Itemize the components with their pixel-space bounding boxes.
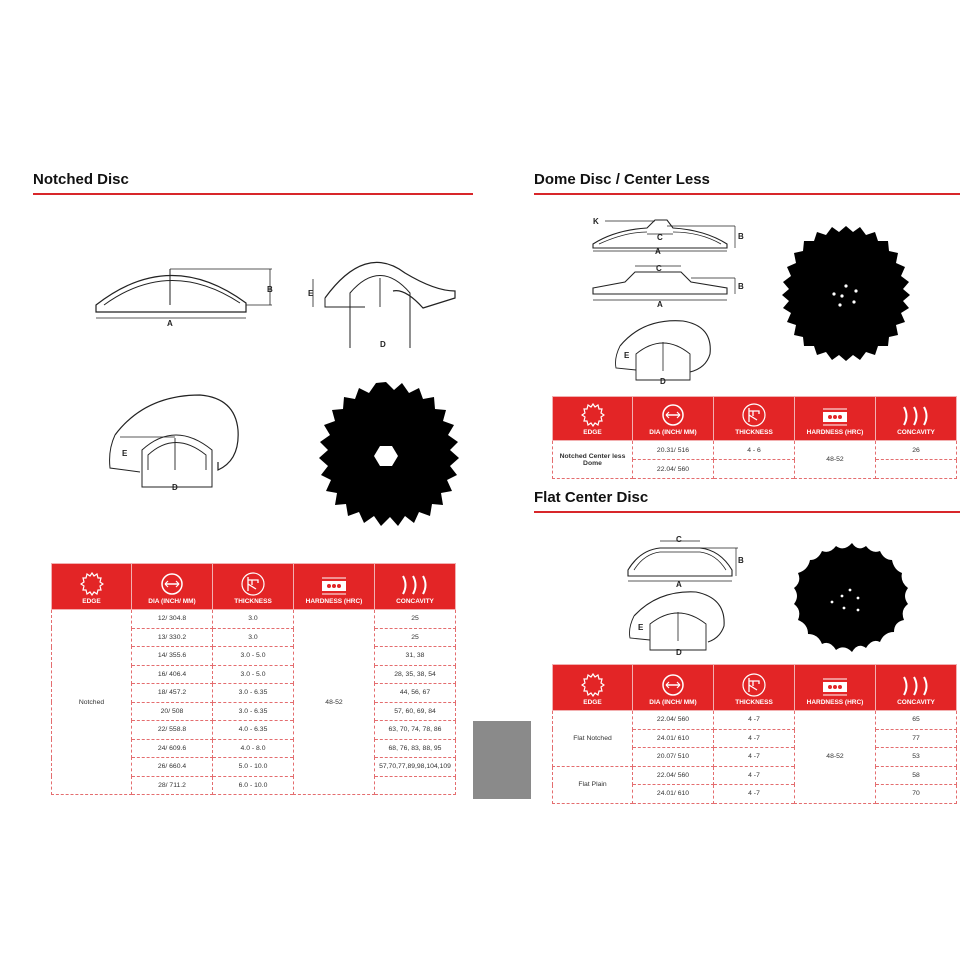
dome-disc-photo — [776, 224, 916, 364]
flat-center-disc-title: Flat Center Disc — [534, 489, 649, 506]
table-cell: 3.0 - 5.0 — [213, 665, 294, 684]
table-cell: 4 -7 — [714, 711, 795, 730]
caliper-icon — [742, 403, 766, 427]
table-cell: 20/ 508 — [132, 702, 213, 721]
dim-label-d7: D — [676, 648, 682, 657]
table-cell: 28, 35, 38, 54 — [375, 665, 456, 684]
concavity-icon — [901, 405, 931, 427]
dim-label-e7: E — [638, 623, 644, 632]
flat-profile-diagram — [620, 530, 750, 588]
notched-disc-table — [51, 563, 456, 795]
header-edge: EDGE — [553, 397, 633, 441]
header-hardness: HARDNESS (HRC) — [795, 665, 876, 711]
header-thickness: THICKNESS — [714, 397, 795, 441]
hardness-icon — [321, 576, 347, 596]
table-cell: 24/ 609.6 — [132, 739, 213, 758]
table-cell: 31, 38 — [375, 647, 456, 666]
dome-section-diagram — [585, 258, 755, 308]
table-cell: 22.04/ 560 — [633, 766, 714, 785]
notched-edge-cell: Notched — [52, 610, 132, 795]
dome-hardness-cell: 48-52 — [795, 441, 876, 479]
table-cell: 77 — [876, 729, 957, 748]
table-cell: 20.31/ 516 — [633, 441, 714, 460]
table-cell: 13/ 330.2 — [132, 628, 213, 647]
flat-disc-photo — [786, 540, 916, 660]
table-cell: 4.0 - 6.35 — [213, 721, 294, 740]
table-cell: 4.0 - 8.0 — [213, 739, 294, 758]
table-cell: 65 — [876, 711, 957, 730]
notched-profile-diagram — [90, 255, 290, 335]
dim-label-b6: B — [738, 556, 744, 565]
table-cell: 3.0 - 5.0 — [213, 647, 294, 666]
notched-hardness-cell: 48-52 — [294, 610, 375, 795]
table-cell: 3.0 — [213, 628, 294, 647]
table-cell: 57, 60, 69, 84 — [375, 702, 456, 721]
dim-label-b4: B — [738, 282, 744, 291]
hardness-icon — [822, 677, 848, 697]
table-cell: 3.0 - 6.35 — [213, 684, 294, 703]
flat-hardness-cell: 48-52 — [795, 711, 876, 804]
header-thickness: THICKNESS — [213, 564, 294, 610]
table-cell: 3.0 - 6.35 — [213, 702, 294, 721]
table-cell: 24.01/ 610 — [633, 729, 714, 748]
table-cell: 24.01/ 610 — [633, 785, 714, 804]
table-cell: 4 -7 — [714, 766, 795, 785]
flat-center-disc-rule — [534, 511, 960, 513]
table-cell: 53 — [876, 748, 957, 767]
notched-perspective-diagram — [100, 390, 260, 500]
table-cell: 3.0 — [213, 610, 294, 629]
table-cell: 26/ 660.4 — [132, 758, 213, 777]
diameter-icon — [661, 403, 685, 427]
table-cell: 12/ 304.8 — [132, 610, 213, 629]
header-thickness: THICKNESS — [714, 665, 795, 711]
header-dia: DIA (INCH/ MM) — [633, 665, 714, 711]
table-cell: 22.04/ 560 — [633, 711, 714, 730]
dim-label-e2: E — [122, 449, 128, 458]
table-cell: 20.07/ 510 — [633, 748, 714, 767]
table-cell: 22.04/ 560 — [633, 460, 714, 479]
hardness-icon — [822, 407, 848, 427]
table-cell: 6.0 - 10.0 — [213, 776, 294, 795]
concavity-icon — [400, 574, 430, 596]
table-cell: 5.0 - 10.0 — [213, 758, 294, 777]
notched-half-section-diagram — [305, 253, 465, 353]
table-cell: 25 — [375, 610, 456, 629]
dim-label-d2: D — [172, 483, 178, 492]
dim-label-c6: C — [676, 535, 682, 544]
diameter-icon — [160, 572, 184, 596]
table-cell: 57,70,77,89,98,104,109 — [375, 758, 456, 777]
concavity-icon — [901, 675, 931, 697]
flat-disc-table — [552, 664, 957, 804]
header-hardness: HARDNESS (HRC) — [294, 564, 375, 610]
edge-icon — [80, 572, 104, 596]
dim-label-a4: A — [657, 300, 663, 308]
header-edge: EDGE — [553, 665, 633, 711]
gray-placeholder-block — [473, 721, 531, 799]
table-cell: 58 — [876, 766, 957, 785]
table-cell: 4 -7 — [714, 785, 795, 804]
table-cell: 28/ 711.2 — [132, 776, 213, 795]
header-hardness: HARDNESS (HRC) — [795, 397, 876, 441]
header-dia: DIA (INCH/ MM) — [132, 564, 213, 610]
dome-disc-title: Dome Disc / Center Less — [534, 171, 710, 188]
header-concavity: CONCAVITY — [876, 665, 957, 711]
table-cell: 16/ 406.4 — [132, 665, 213, 684]
table-cell: 4 - 6 — [714, 441, 795, 460]
notched-disc-photo — [306, 380, 466, 540]
dim-label-a: A — [167, 319, 173, 328]
table-cell: 70 — [876, 785, 957, 804]
table-cell — [876, 460, 957, 479]
dim-label-b3: B — [738, 232, 744, 241]
table-cell: 63, 70, 74, 78, 86 — [375, 721, 456, 740]
table-cell: 18/ 457.2 — [132, 684, 213, 703]
table-cell — [714, 460, 795, 479]
caliper-icon — [742, 673, 766, 697]
flat-plain-edge-cell: Flat Plain — [553, 766, 633, 803]
flat-perspective-diagram — [620, 586, 740, 658]
dim-label-a3: A — [655, 247, 661, 254]
dome-disc-rule — [534, 193, 960, 195]
diameter-icon — [661, 673, 685, 697]
header-dia: DIA (INCH/ MM) — [633, 397, 714, 441]
table-cell — [375, 776, 456, 795]
table-cell: 68, 76, 83, 88, 95 — [375, 739, 456, 758]
header-concavity: CONCAVITY — [876, 397, 957, 441]
dome-edge-cell: Notched Center less Dome — [553, 441, 633, 479]
table-cell: 22/ 558.8 — [132, 721, 213, 740]
dome-profile-diagram — [585, 212, 755, 254]
dim-label-e5: E — [624, 351, 630, 360]
edge-icon — [581, 673, 605, 697]
notched-disc-title: Notched Disc — [33, 171, 129, 188]
header-concavity: CONCAVITY — [375, 564, 456, 610]
dim-label-d: D — [380, 340, 386, 349]
dim-label-c: C — [657, 233, 663, 242]
table-cell: 25 — [375, 628, 456, 647]
table-cell: 4 -7 — [714, 748, 795, 767]
edge-icon — [581, 403, 605, 427]
flat-notched-edge-cell: Flat Notched — [553, 711, 633, 767]
table-cell: 26 — [876, 441, 957, 460]
notched-disc-rule — [33, 193, 473, 195]
table-cell: 44, 56, 67 — [375, 684, 456, 703]
dim-label-a6: A — [676, 580, 682, 588]
caliper-icon — [241, 572, 265, 596]
dim-label-c4: C — [656, 264, 662, 273]
dim-label-k: K — [593, 217, 599, 226]
dim-label-d5: D — [660, 377, 666, 386]
table-cell: 14/ 355.6 — [132, 647, 213, 666]
table-cell: 4 -7 — [714, 729, 795, 748]
dim-label-b: B — [267, 285, 273, 294]
dim-label-e: E — [308, 289, 314, 298]
header-edge: EDGE — [52, 564, 132, 610]
dome-perspective-diagram — [608, 316, 728, 386]
dome-disc-table — [552, 396, 957, 479]
